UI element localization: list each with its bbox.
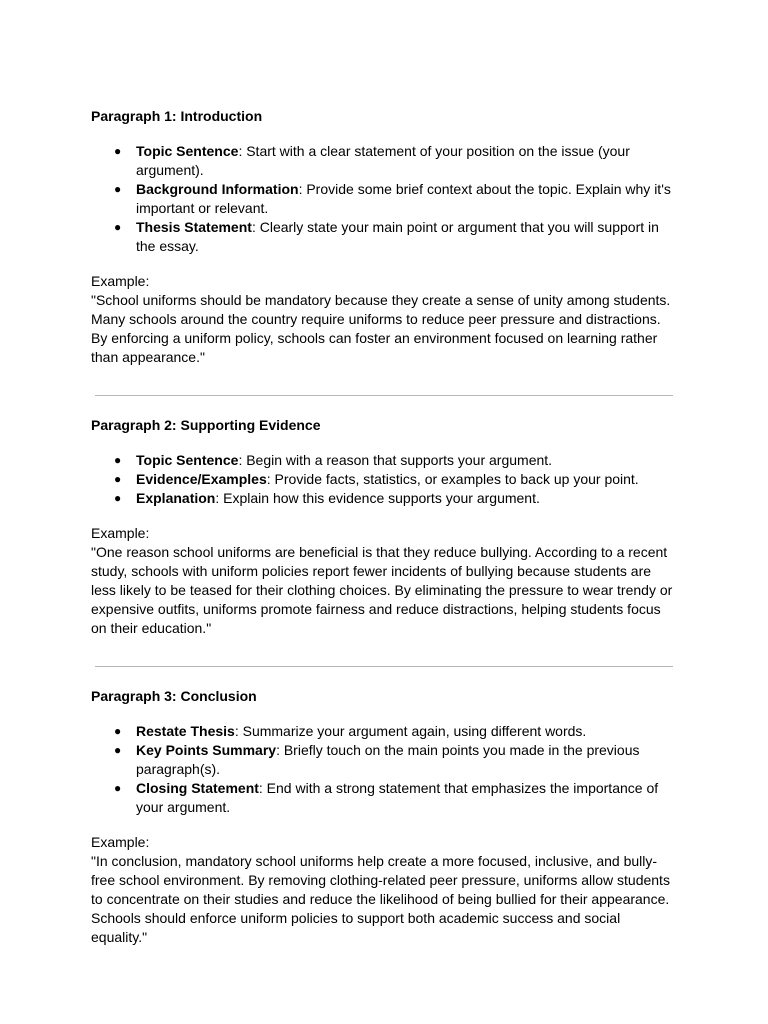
bullet-list <box>91 722 675 817</box>
bullet-icon: ● <box>114 453 122 467</box>
list-item-text: : Provide facts, statistics, or examples to back up your point. <box>266 471 639 487</box>
bullet-icon: ● <box>114 724 122 738</box>
list-item <box>91 180 675 218</box>
list-item <box>91 779 675 817</box>
list-item-term: Restate Thesis <box>136 723 235 739</box>
bullet-icon: ● <box>114 472 122 486</box>
list-item-term: Topic Sentence <box>136 143 239 159</box>
bullet-icon: ● <box>114 743 122 757</box>
list-item-text: : Begin with a reason that supports your argument. <box>238 452 553 468</box>
list-item-term: Explanation <box>136 490 216 506</box>
list-item-text: : Briefly touch on the main points you made in the previous paragraph(s). <box>136 742 640 777</box>
bullet-list <box>91 142 675 256</box>
section-divider <box>95 666 673 667</box>
section-heading: Paragraph 1: Introduction <box>91 108 263 124</box>
list-item-text: : Provide some brief context about the topic. Explain why it's important or relevant. <box>136 181 671 216</box>
list-item-term: Closing Statement <box>136 780 259 796</box>
document-page <box>91 107 675 947</box>
section-introduction <box>91 107 675 367</box>
list-item-term: Background Information <box>136 181 299 197</box>
list-item-text: : Explain how this evidence supports your argument. <box>215 490 540 506</box>
bullet-icon: ● <box>114 182 122 196</box>
list-item <box>91 722 675 741</box>
list-item <box>91 451 675 470</box>
example-text: "School uniforms should be mandatory because they create a sense of unity among students. Many schools around the country require uniforms to reduce peer pressure and distractions. By enforcing a uniform policy, schools can foster an environment focused on learning rather than appearance." <box>91 292 671 365</box>
list-item <box>91 218 675 256</box>
list-item <box>91 741 675 779</box>
section-divider <box>95 395 673 396</box>
section-conclusion <box>91 687 675 947</box>
bullet-icon: ● <box>114 220 122 234</box>
example-label: Example: <box>91 834 150 850</box>
list-item-text: : Summarize your argument again, using different words. <box>234 723 587 739</box>
example-text: "In conclusion, mandatory school uniforms help create a more focused, inclusive, and bully-free school environment. By removing clothing-related peer pressure, uniforms allow students to concentrate on their studies and reduce the likelihood of being bullied for their appearance. Schools should enforce uniform policies to support both academic success and social equality." <box>91 853 670 945</box>
bullet-icon: ● <box>114 781 122 795</box>
list-item-term: Topic Sentence <box>136 452 239 468</box>
bullet-icon: ● <box>114 491 122 505</box>
list-item <box>91 142 675 180</box>
list-item <box>91 489 675 508</box>
list-item-text: : Clearly state your main point or argument that you will support in the essay. <box>136 219 659 254</box>
example-text: "One reason school uniforms are beneficial is that they reduce bullying. According to a recent study, schools with uniform policies report fewer incidents of bullying because students are less likely to be teased for their clothing choices. By eliminating the pressure to wear trendy or expensive outfits, uniforms promote fairness and reduce distractions, helping students focus on their education." <box>91 544 673 636</box>
list-item-text: : End with a strong statement that emphasizes the importance of your argument. <box>136 780 659 815</box>
list-item <box>91 470 675 489</box>
list-item-term: Thesis Statement <box>136 219 252 235</box>
example-label: Example: <box>91 273 150 289</box>
example-label: Example: <box>91 525 150 541</box>
section-heading: Paragraph 2: Supporting Evidence <box>91 417 321 433</box>
section-supporting-evidence <box>91 416 675 638</box>
list-item-term: Key Points Summary <box>136 742 277 758</box>
list-item-text: : Start with a clear statement of your position on the issue (your argument). <box>136 143 630 178</box>
bullet-icon: ● <box>114 144 122 158</box>
bullet-list <box>91 451 675 508</box>
list-item-term: Evidence/Examples <box>136 471 267 487</box>
section-heading: Paragraph 3: Conclusion <box>91 688 257 704</box>
